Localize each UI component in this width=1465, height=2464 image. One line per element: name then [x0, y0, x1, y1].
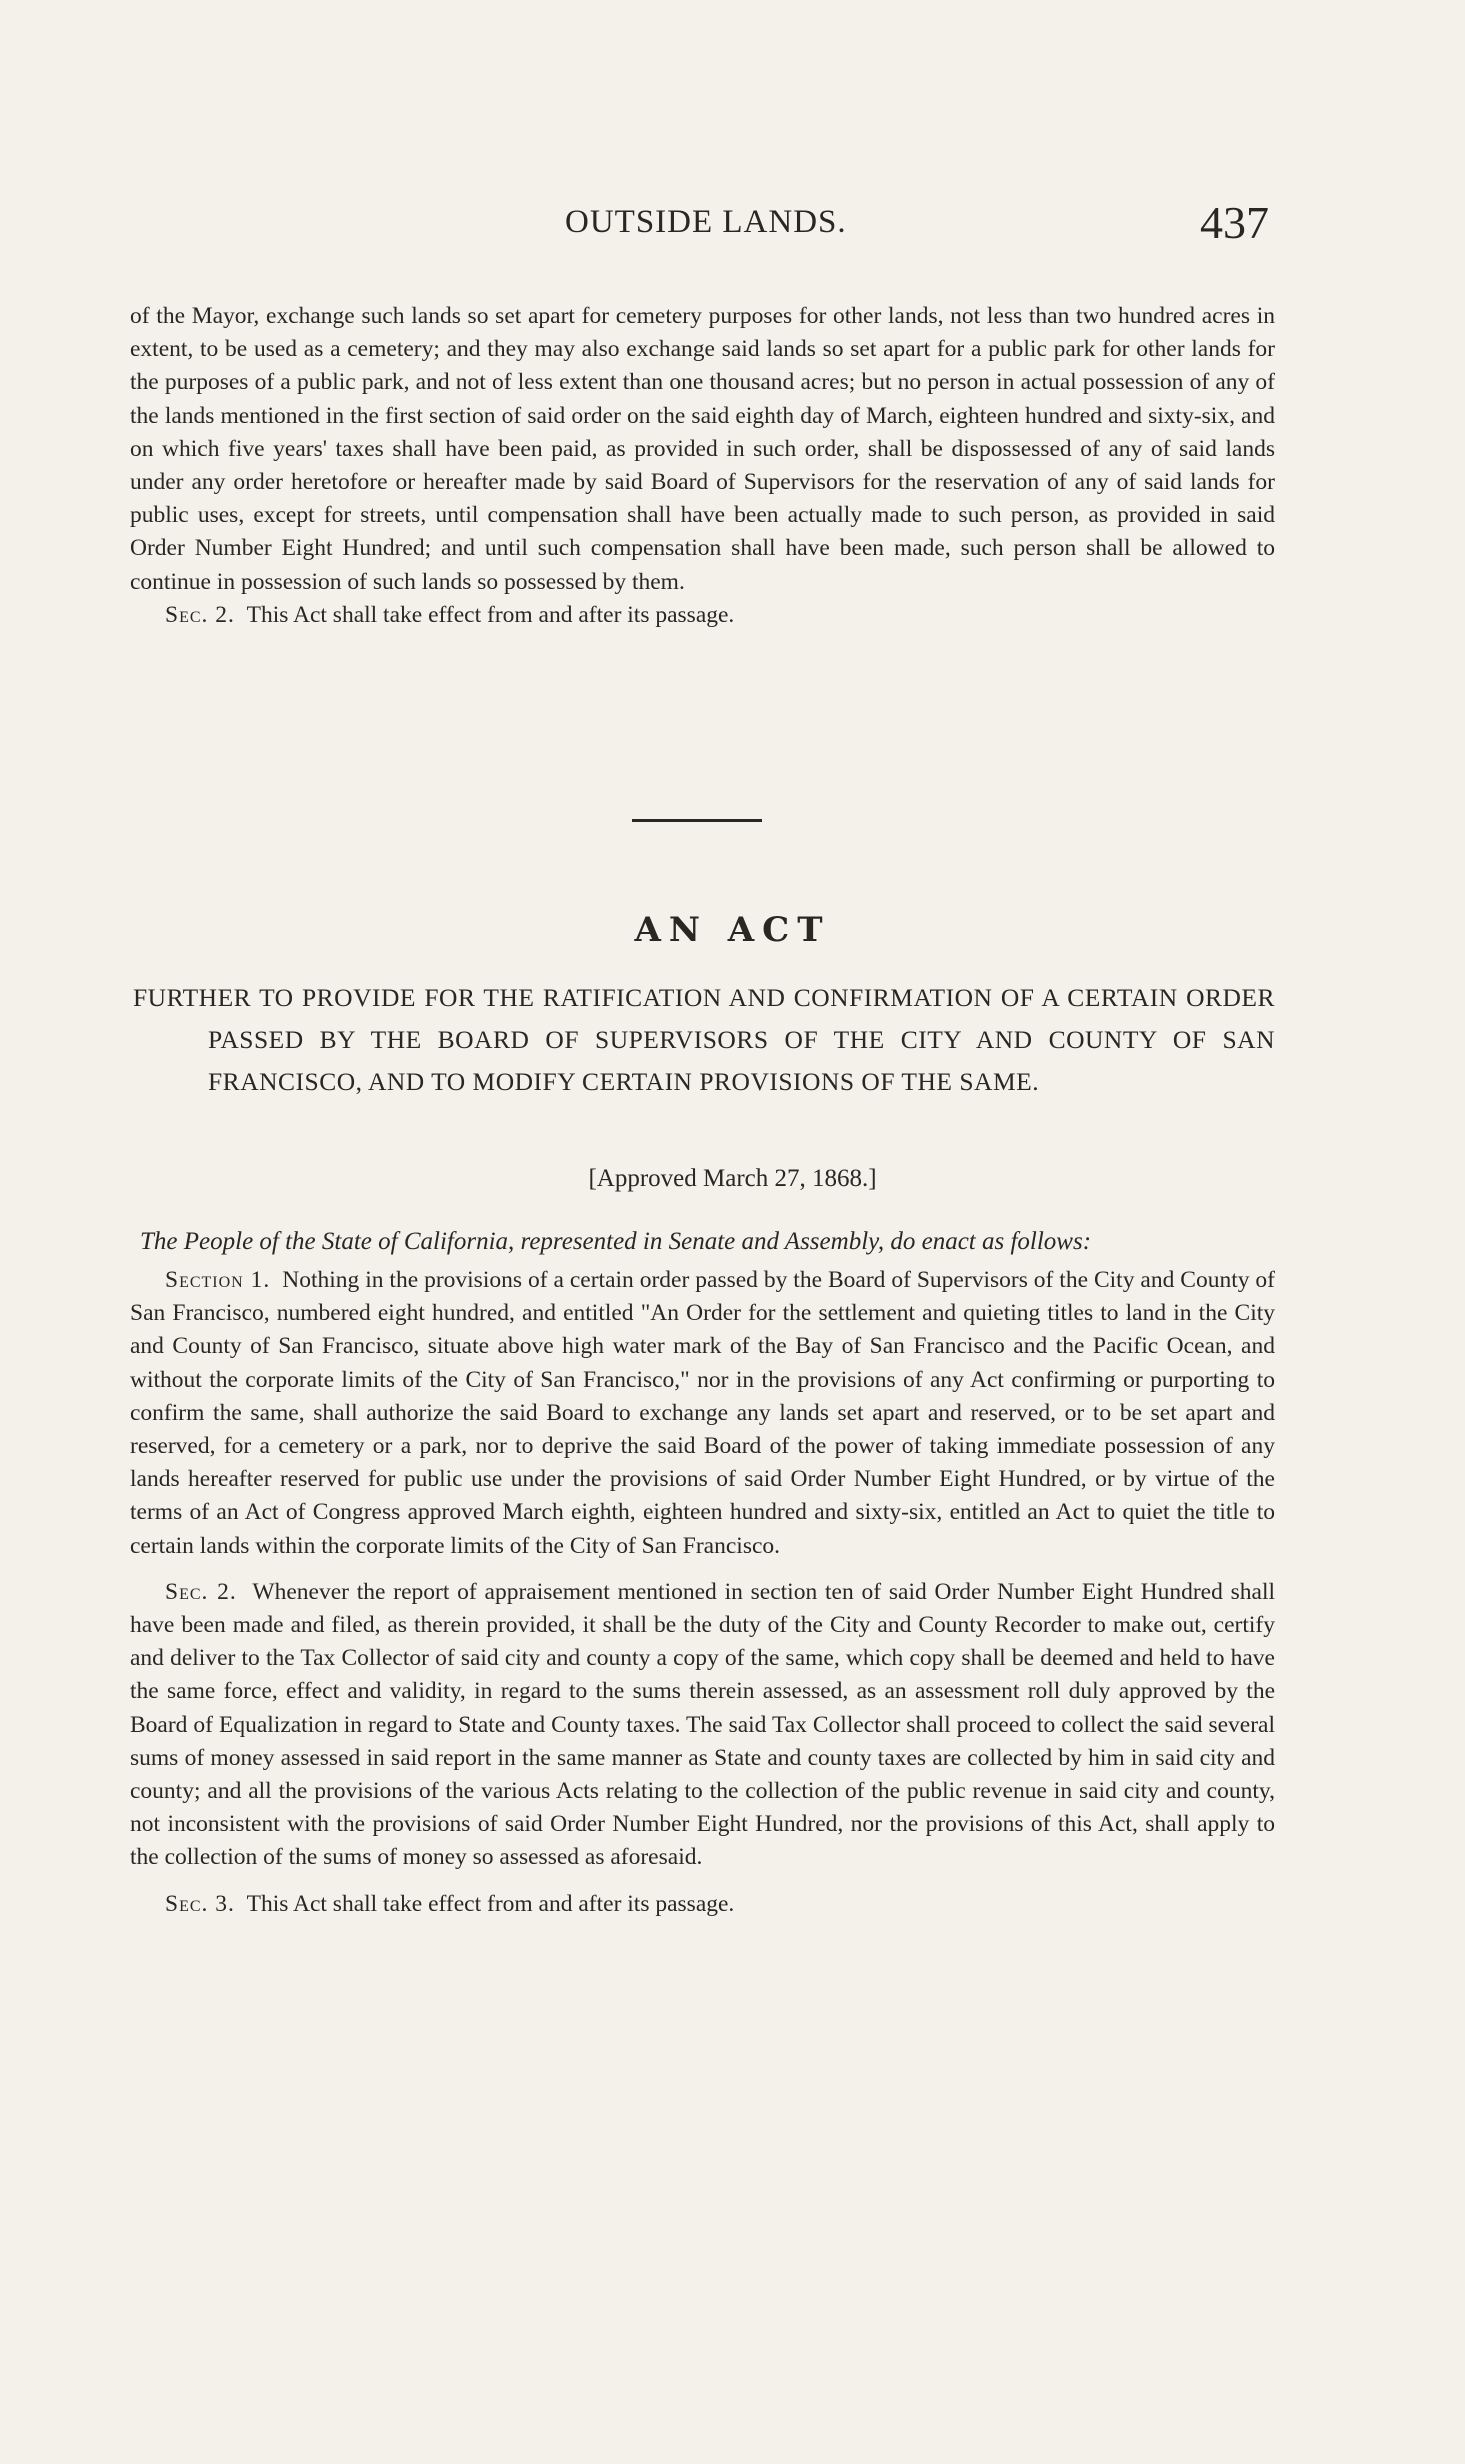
act-sections [130, 1264, 1275, 1921]
section-label: Sec. 2. [165, 601, 235, 628]
section-text: This Act shall take effect from and after its passage. [246, 601, 735, 628]
act-heading-text: FURTHER TO PROVIDE FOR THE RATIFICATION AND CONFIRMATION OF A CERTAIN ORDER PASSED BY THE BOARD OF SUPERVISORS OF THE CITY AND COUNTY OF SAN FRANCISCO, AND TO MODIFY CERTAIN PROVISIONS OF THE SAME. [133, 983, 1275, 1096]
act-heading [133, 977, 1275, 1103]
enacting-clause: The People of the State of California, represented in Senate and Assembly, do enact as follows: [140, 1228, 1092, 1255]
section-1 [130, 1264, 1275, 1563]
section-2 [130, 1576, 1275, 1875]
section-label: Sec. 2. [165, 1578, 237, 1605]
approval-date: [Approved March 27, 1868.] [588, 1165, 877, 1192]
section-text: This Act shall take effect from and after its passage. [246, 1890, 735, 1917]
running-head: OUTSIDE LANDS. [565, 204, 847, 240]
continuation-paragraph: of the Mayor, exchange such lands so set apart for cemetery purposes for other lands, not less than two hundred acres in extent, to be used as a cemetery; and they may also exchange said lands so set apart for a public park for other lands for the purposes of a public park, and not of less extent than one thousand acres; but no person in actual possession of any of the lands mentioned in the first section of said order on the said eighth day of March, eighteen hundred and sixty-six, and on which five years' taxes shall have been paid, as provided in such order, shall be dispossessed of any of said lands under any order heretofore or hereafter made by said Board of Supervisors for the reservation of any of said lands for public uses, except for streets, until compensation shall have been actually made to such person, as provided in said Order Number Eight Hundred; and until such compensation shall have been made, such person shall be allowed to continue in possession of such lands so possessed by them. [130, 303, 1275, 595]
section-divider-rule [632, 819, 762, 822]
section-text: Nothing in the provisions of a certain order passed by the Board of Supervisors of the City and County of San Francisco, numbered eight hundred, and entitled "An Order for the settlement and quieting titles to land in the City and County of San Francisco, situate above high water mark of the Bay of San Francisco and the Pacific Ocean, and without the corporate limits of the City of San Francisco," nor in the provisions of any Act confirming or purporting to confirm the same, shall authorize the said Board to exchange any lands set apart and reserved, or to be set apart and reserved, for a cemetery or a park, nor to deprive the said Board of the power of taking immediate possession of any lands hereafter reserved for public use under the provisions of said Order Number Eight Hundred, or by virtue of the terms of an Act of Congress approved March eighth, eighteen hundred and sixty-six, entitled an Act to quiet the title to certain lands within the corporate limits of the City of San Francisco. [130, 1267, 1276, 1559]
continued-section-text [130, 300, 1275, 632]
act-title: AN ACT [634, 910, 831, 950]
section-label: Sec. 3. [165, 1890, 235, 1917]
section-text: Whenever the report of appraisement mentioned in section ten of said Order Number Eight Hundred shall have been made and filed, as therein provided, it shall be the duty of the City and County Recorder to make out, certify and deliver to the Tax Collector of said city and county a copy of the same, which copy shall be deemed and held to have the same force, effect and validity, in regard to the sums therein assessed, as an assessment roll duly approved by the Board of Equalization in regard to State and County taxes. The said Tax Collector shall proceed to collect the said several sums of money assessed in said report in the same manner as State and county taxes are collected by him in said city and county; and all the provisions of the various Acts relating to the collection of the public revenue in said city and county, not inconsistent with the provisions of said Order Number Eight Hundred, nor the provisions of this Act, shall apply to the collection of the sums of money so assessed as aforesaid. [130, 1578, 1276, 1871]
continuation-section-2 [130, 599, 1275, 632]
page-header [0, 196, 1465, 256]
section-label: Section 1. [165, 1267, 271, 1293]
section-3 [130, 1888, 1275, 1921]
page-number: 437 [1200, 197, 1269, 248]
